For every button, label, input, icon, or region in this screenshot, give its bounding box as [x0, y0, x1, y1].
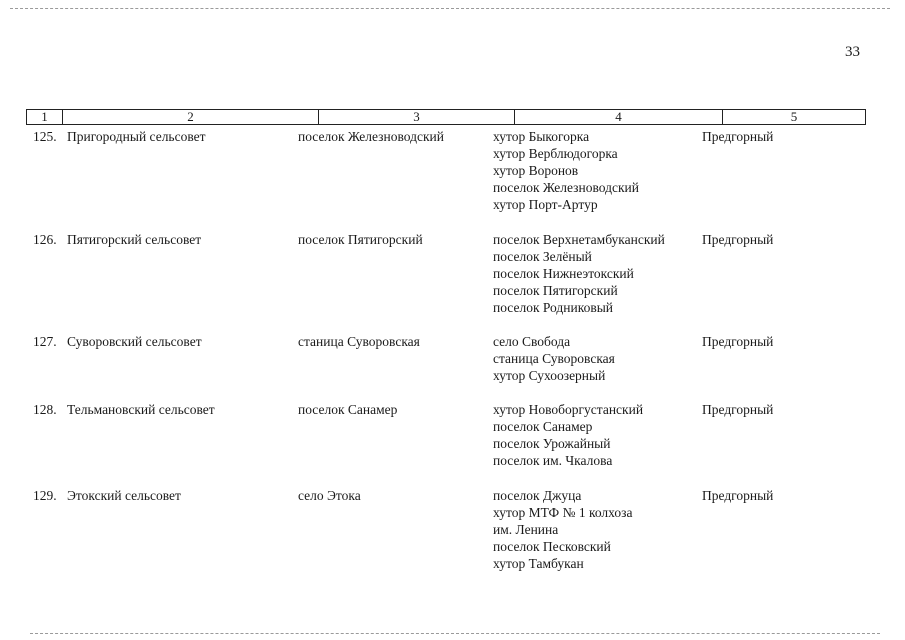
administrative-center: поселок Железноводский	[298, 129, 444, 144]
settlement-item: поселок Урожайный	[493, 436, 611, 451]
settlement-item: станица Суворовская	[493, 351, 615, 366]
column-header-4: 4	[515, 110, 723, 124]
column-header-5: 5	[790, 109, 798, 124]
column-header-1: 1	[27, 110, 63, 124]
settlement-item: поселок Верхнетамбуканский	[493, 232, 665, 247]
settlement-item: хутор Верблюдогорка	[493, 146, 618, 161]
settlement-item: поселок Санамер	[493, 419, 593, 434]
column-header-3: 3	[319, 110, 515, 124]
settlement-item: поселок Нижнеэтокский	[493, 266, 634, 281]
row-number: 126.	[33, 232, 57, 247]
settlements-list	[493, 401, 643, 469]
settlement-item: поселок Железноводский	[493, 180, 639, 195]
settlement-item: хутор Быкогорка	[493, 129, 590, 144]
council-name: Суворовский сельсовет	[67, 334, 202, 349]
column-header-2: 2	[63, 110, 319, 124]
page-number: 33	[845, 44, 860, 60]
district-name: Предгорный	[702, 402, 774, 417]
row-number: 125.	[33, 129, 57, 144]
settlement-item: поселок Родниковый	[493, 300, 614, 315]
settlement-item: хутор Сухоозерный	[493, 368, 606, 383]
row-number: 127.	[33, 334, 57, 349]
settlements-list	[493, 333, 615, 384]
settlement-item: поселок Песковский	[493, 539, 611, 554]
scan-edge-top	[10, 8, 890, 9]
council-name: Пятигорский сельсовет	[67, 232, 202, 247]
district-name: Предгорный	[702, 129, 774, 144]
settlements-list	[493, 487, 632, 572]
administrative-center: поселок Пятигорский	[298, 232, 423, 247]
settlement-item: поселок Джуца	[493, 488, 582, 503]
settlements-list	[493, 128, 639, 213]
row-number: 128.	[33, 402, 57, 417]
settlement-item: хутор Новоборгустанский	[493, 402, 644, 417]
settlement-item: хутор Тамбукан	[493, 556, 584, 571]
council-name: Этокский сельсовет	[67, 488, 181, 503]
district-name: Предгорный	[702, 232, 774, 247]
council-name: Тельмановский сельсовет	[67, 402, 215, 417]
settlements-list	[493, 231, 665, 316]
district-name: Предгорный	[702, 334, 774, 349]
administrative-center: станица Суворовская	[298, 334, 420, 349]
settlement-item: хутор МТФ № 1 колхоза	[493, 505, 633, 520]
settlement-item: поселок им. Чкалова	[493, 453, 613, 468]
settlement-item: им. Ленина	[493, 522, 559, 537]
district-name: Предгорный	[702, 488, 774, 503]
row-number: 129.	[33, 488, 57, 503]
administrative-center: село Этока	[298, 488, 361, 503]
council-name: Пригородный сельсовет	[67, 129, 206, 144]
settlement-item: поселок Зелёный	[493, 249, 592, 264]
settlement-item: хутор Воронов	[493, 163, 579, 178]
scan-edge-bottom	[30, 633, 880, 634]
settlement-item: хутор Порт-Артур	[493, 197, 598, 212]
administrative-center: поселок Санамер	[298, 402, 398, 417]
table-header-row	[26, 109, 866, 125]
settlement-item: поселок Пятигорский	[493, 283, 618, 298]
settlement-item: село Свобода	[493, 334, 571, 349]
